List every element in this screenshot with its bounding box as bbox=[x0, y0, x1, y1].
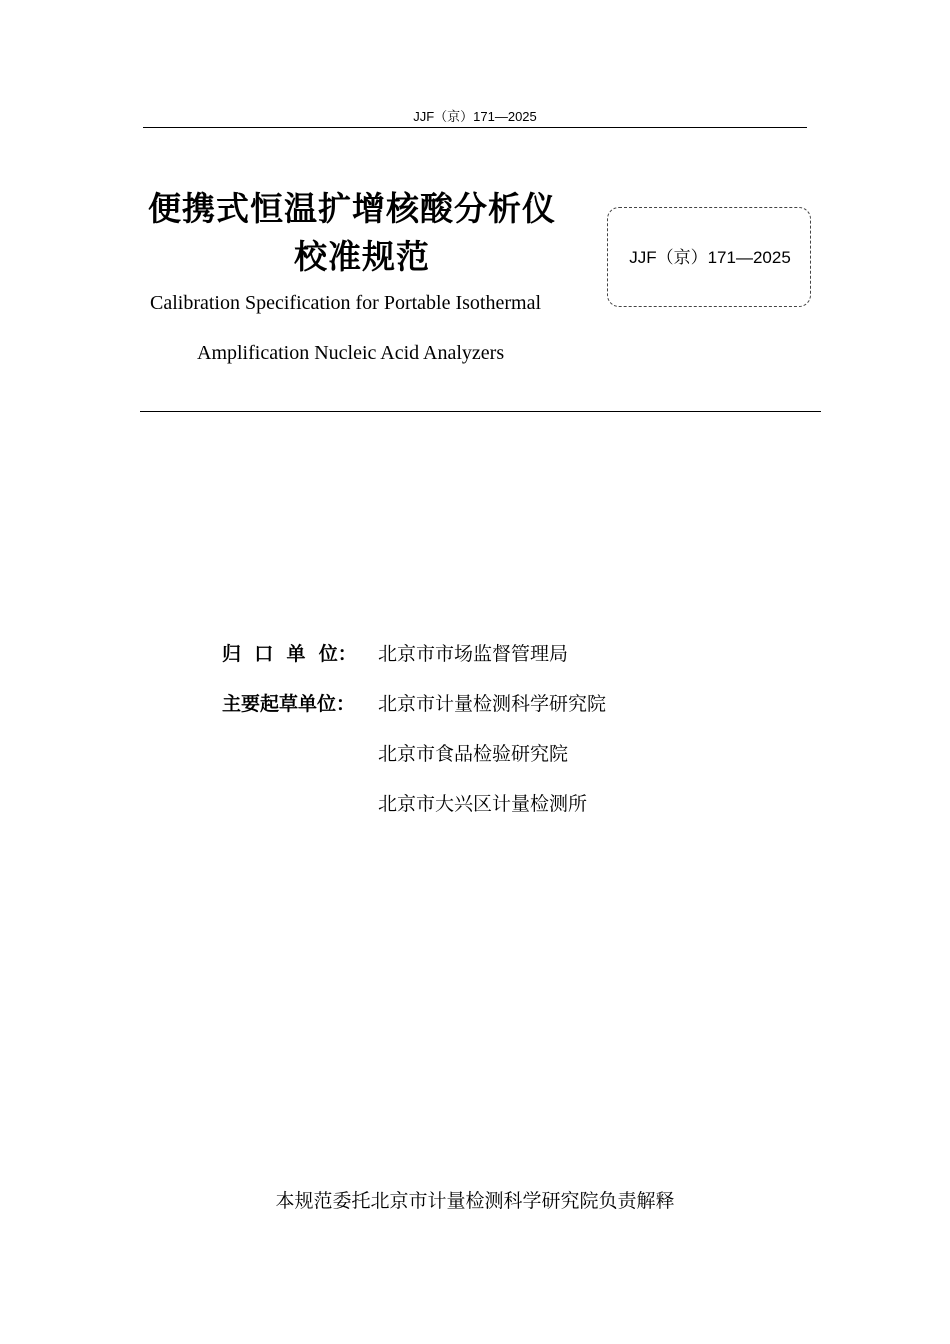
title-divider bbox=[140, 411, 821, 412]
drafting-unit-label: 主要起草单位： bbox=[222, 693, 356, 715]
drafting-unit-1: 北京市计量检测科学研究院 bbox=[378, 693, 607, 715]
english-title-line1: Calibration Specification for Portable Isothermal bbox=[150, 292, 541, 314]
header-rule bbox=[143, 127, 807, 128]
responsible-unit-value: 北京市市场监督管理局 bbox=[378, 643, 569, 665]
standard-code-text: JJF（京）171—2025 bbox=[629, 248, 791, 267]
drafting-unit-2: 北京市食品检验研究院 bbox=[378, 743, 569, 765]
interpretation-note: 本规范委托北京市计量检测科学研究院负责解释 bbox=[275, 1190, 675, 1212]
responsible-unit-label: 归 口 单 位： bbox=[222, 643, 357, 665]
running-header-code: JJF（京）171—2025 bbox=[413, 109, 537, 124]
document-title-line2: 校准规范 bbox=[294, 237, 430, 276]
english-title-line2: Amplification Nucleic Acid Analyzers bbox=[197, 342, 505, 364]
drafting-unit-3: 北京市大兴区计量检测所 bbox=[378, 793, 588, 815]
document-title-line1: 便携式恒温扩增核酸分析仪 bbox=[148, 189, 556, 228]
